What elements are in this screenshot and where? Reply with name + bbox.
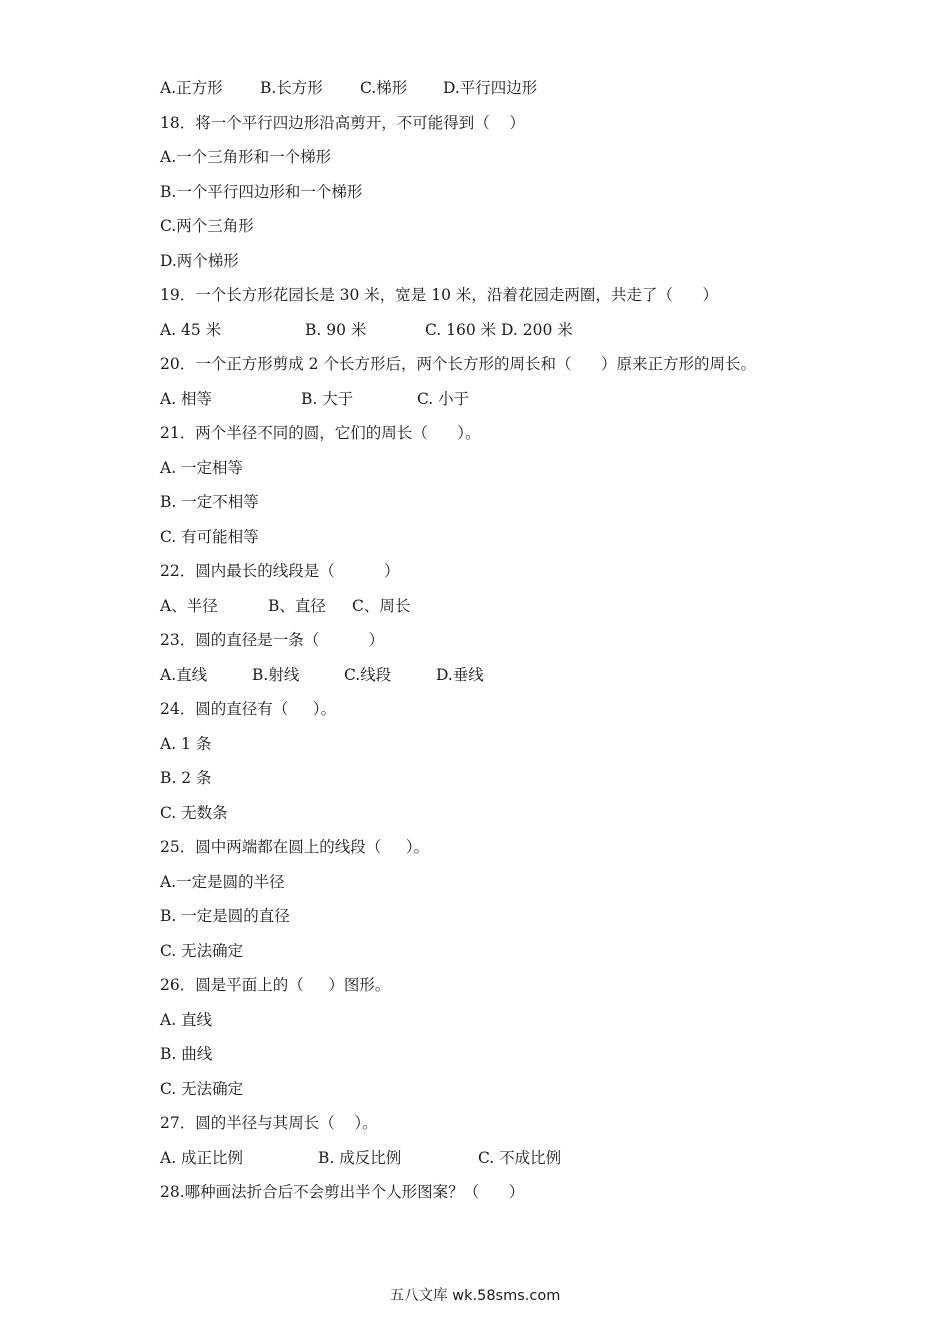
option-21-a: A. 一定相等 [160,458,244,477]
option-21-c: C. 有可能相等 [160,527,259,546]
question-18-stem: 18．将一个平行四边形沿高剪开，不可能得到（ ） [160,113,525,132]
option-25-c: C. 无法确定 [160,941,244,960]
question-26-stem: 26．圆是平面上的（ ）图形。 [160,976,391,994]
question-23-stem: 23．圆的直径是一条（ ） [160,631,384,649]
option-20-a: A. 相等 [160,389,213,408]
option-24-c: C. 无数条 [160,803,228,822]
option-24-b: B. 2 条 [160,769,212,787]
option-22-a: A、半径 [160,596,218,615]
option-27-a: A. 成正比例 [160,1148,244,1167]
option-18-c: C.两个三角形 [160,217,254,235]
question-22-stem: 22．圆内最长的线段是（ ） [160,562,400,580]
option-21-b: B. 一定不相等 [160,493,259,511]
option-27-b: B. 成反比例 [318,1148,402,1167]
option-20-b: B. 大于 [301,389,354,408]
option-18-d: D.两个梯形 [160,251,239,270]
question-25-stem: 25．圆中两端都在圆上的线段（ ）。 [160,838,430,856]
document-body [160,74,880,1213]
option-22-b: B、直径 [268,596,326,615]
option-25-a: A.一定是圆的半径 [160,872,285,891]
option-17-b: B.长方形 [260,79,323,97]
option-19-a: A. 45 米 [160,320,222,339]
question-19-stem: 19．一个长方形花园长是 30 米，宽是 10 米，沿着花园走两圈，共走了（ ） [160,286,718,304]
options-row-17 [160,74,880,109]
options-row-27 [160,1144,880,1179]
options-row-23 [160,661,880,696]
question-28-stem: 28.哪种画法折合后不会剪出半个人形图案？（ ） [160,1183,525,1201]
option-23-b: B.射线 [252,665,300,684]
option-23-c: C.线段 [344,665,392,684]
question-24-stem: 24．圆的直径有（ ）。 [160,700,337,718]
option-26-c: C. 无法确定 [160,1079,244,1098]
option-17-d: D.平行四边形 [443,79,538,97]
option-22-c: C、周长 [352,596,411,615]
option-23-d: D.垂线 [436,665,484,684]
option-26-b: B. 曲线 [160,1045,213,1063]
option-18-b: B.一个平行四边形和一个梯形 [160,182,363,201]
question-21-stem: 21．两个半径不同的圆，它们的周长（ ）。 [160,424,481,442]
option-27-c: C. 不成比例 [478,1148,562,1167]
option-20-c: C. 小于 [417,389,470,408]
options-row-22 [160,592,880,627]
option-26-a: A. 直线 [160,1010,213,1029]
question-27-stem: 27．圆的半径与其周长（ ）。 [160,1114,378,1132]
option-17-c: C.梯形 [360,79,408,97]
option-19-c: C. 160 米 [425,320,497,339]
option-24-a: A. 1 条 [160,734,212,753]
question-20-stem: 20．一个正方形剪成 2 个长方形后，两个长方形的周长和（ ）原来正方形的周长。 [160,355,757,373]
option-19-b: B. 90 米 [305,320,367,339]
option-25-b: B. 一定是圆的直径 [160,907,290,925]
option-17-a: A.正方形 [160,79,223,97]
options-row-20 [160,385,880,420]
option-19-d: D. 200 米 [501,320,573,339]
footer-watermark: 五八文库 wk.58sms.com [389,1288,561,1304]
options-row-19 [160,316,880,351]
option-23-a: A.直线 [160,665,208,684]
option-18-a: A.一个三角形和一个梯形 [160,148,332,166]
